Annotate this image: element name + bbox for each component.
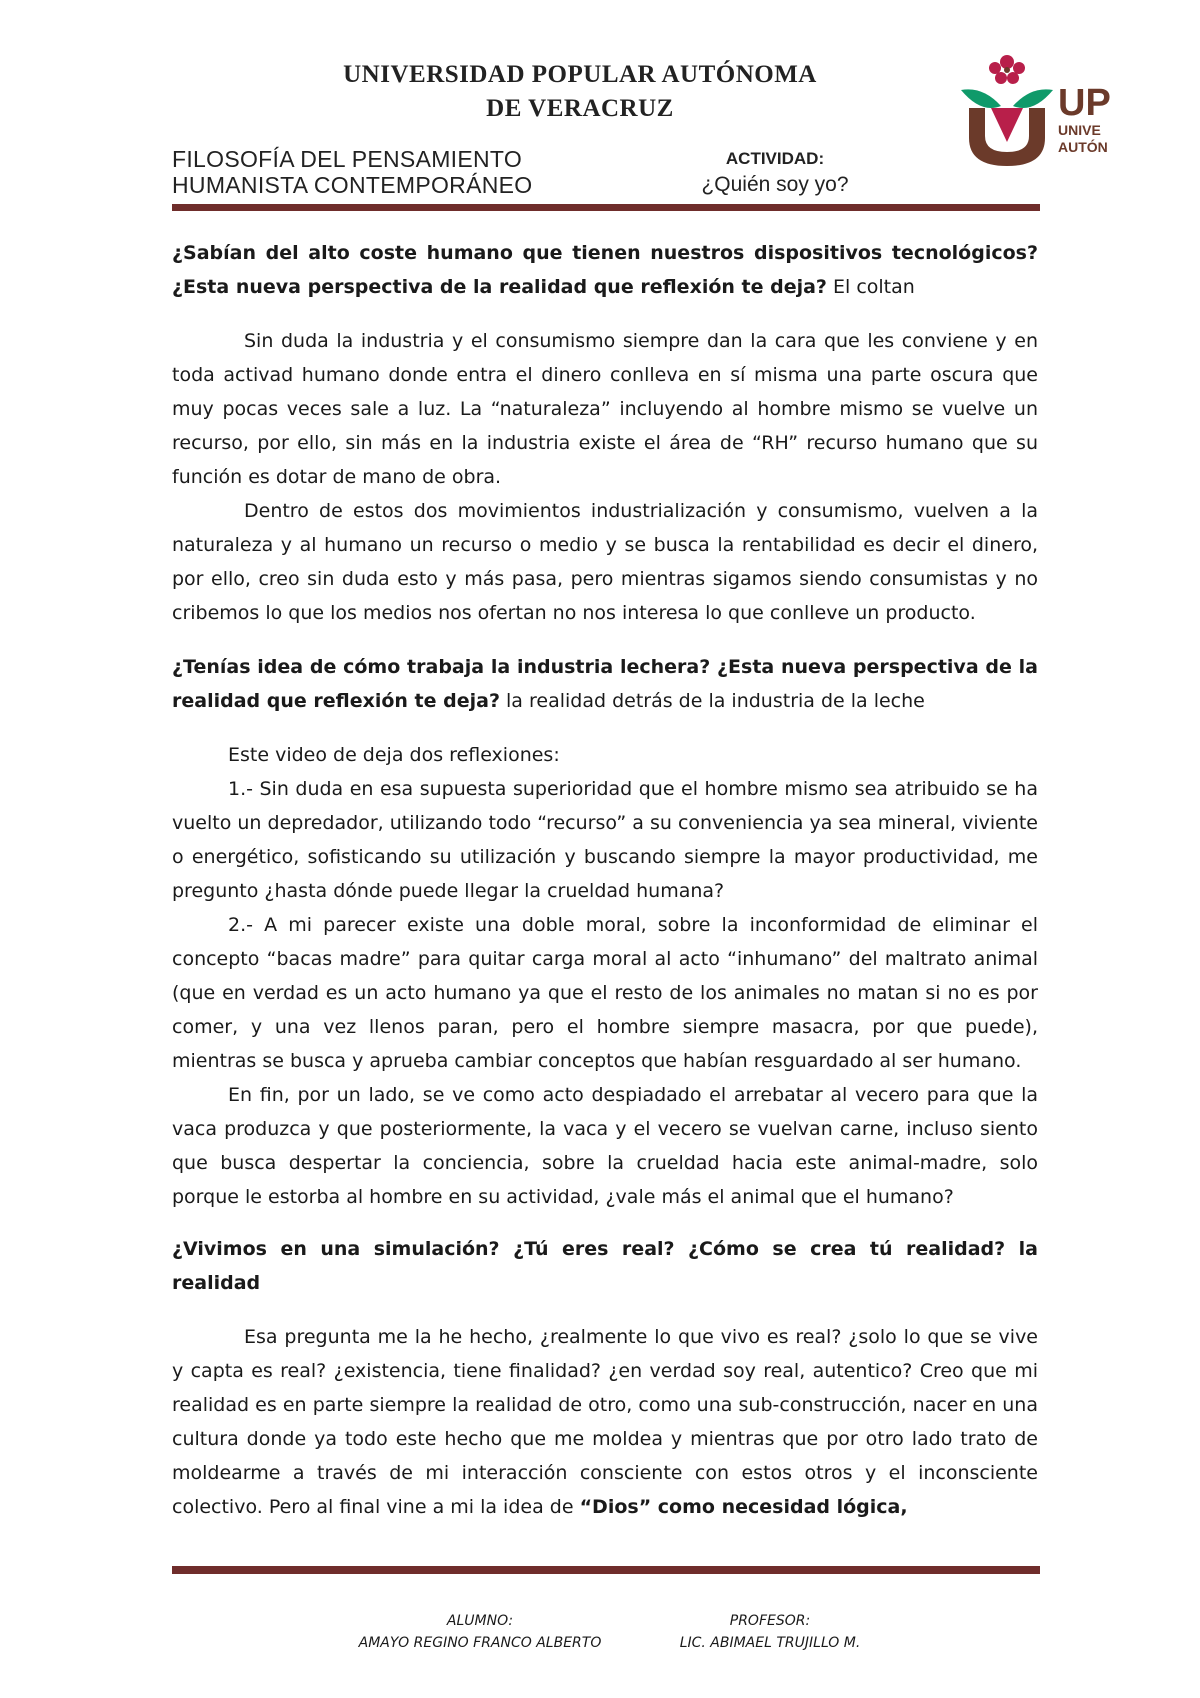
- question-3-text: ¿Vivimos en una simulación? ¿Tú eres real? ¿Cómo se crea tú realidad?: [172, 1238, 1006, 1260]
- course-name-line2: HUMANISTA CONTEMPORÁNEO: [172, 172, 533, 198]
- logo-wordmark-line1: UNIVE: [1058, 122, 1101, 138]
- paragraph-7-emphasis: “Dios” como necesidad lógica,: [579, 1496, 908, 1518]
- student-label: ALUMNO:: [446, 1613, 514, 1629]
- teacher-label: PROFESOR:: [729, 1613, 811, 1629]
- activity-block: [690, 146, 860, 198]
- paragraph-3: Este video de deja dos reflexiones:: [228, 744, 560, 766]
- activity-label: ACTIVIDAD:: [725, 149, 825, 168]
- paragraph-5: 2.- A mi parecer existe una doble moral, sobre la inconformidad de eliminar el concepto “bacas madre” para quitar carga moral al acto “inhumano” del maltrato animal (que en verdad es un acto humano ya que el resto de los animales no matan si no es por comer, y una vez llenos paran, pero el hombre siempre masacra, por que puede), mientras se busca y aprueba cambiar conceptos que habían resguardado al ser humano.: [172, 914, 1038, 1072]
- paragraph-6: En fin, por un lado, se ve como acto despiadado el arrebatar al vecero para que la vaca produzca y que posteriormente, la vaca y el vecero se vuelvan carne, incluso siento que busca despertar la conciencia, sobre la crueldad hacia este animal-madre, solo porque le estorba al hombre en su actividad, ¿vale más el animal que el humano?: [172, 1084, 1038, 1208]
- student-name: AMAYO REGINO FRANCO ALBERTO: [358, 1635, 602, 1651]
- logo-wordmark-line2: AUTÓN: [1058, 139, 1108, 155]
- question-2-text: ¿Tenías idea de cómo trabaja la industria lechera? ¿Esta nueva perspectiva de la realidad que reflexión te deja?: [172, 656, 1038, 712]
- university-title-line2: DE VERACRUZ: [486, 95, 674, 122]
- document-body: [172, 236, 1038, 1524]
- question-1: [172, 236, 1038, 304]
- question-3-topic: la realidad: [172, 1238, 1038, 1294]
- paragraph-7-text: Esa pregunta me la he hecho, ¿realmente lo que vivo es real? ¿solo lo que se vive y capta es real? ¿existencia, tiene finalidad? ¿en verdad soy real, autentico? Creo que mi realidad es en parte siempre la realidad de otro, como una sub-construcción, nacer en una cultura donde ya todo este hecho que me moldea y mientras que por otro lado trato de moldearme a través de mi interacción consciente con estos otros y el inconsciente colectivo. Pero al final vine a mi la idea de: [172, 1326, 1038, 1518]
- question-2: [172, 650, 1038, 718]
- question-2-topic: la realidad detrás de la industria de la leche: [499, 690, 925, 712]
- question-1-text: ¿Sabían del alto coste humano que tienen nuestros dispositivos tecnológicos? ¿Esta nueva perspectiva de la realidad que reflexión te deja?: [172, 242, 1038, 298]
- teacher-name: LIC. ABIMAEL TRUJILLO M.: [679, 1635, 861, 1651]
- question-1-topic: El coltan: [826, 276, 915, 298]
- paragraph-1: Sin duda la industria y el consumismo siempre dan la cara que les conviene y en toda activad humano donde entra el dinero conlleva en sí misma una parte oscura que muy pocas veces sale a luz. La “naturaleza” incluyendo al hombre mismo se vuelve un recurso, por ello, sin más en la industria existe el área de “RH” recurso humano que su función es dotar de mano de obra.: [172, 330, 1038, 488]
- paragraph-4: 1.- Sin duda en esa supuesta superioridad que el hombre mismo sea atribuido se ha vuelto un depredador, utilizando todo “recurso” a su conveniencia ya sea mineral, viviente o energético, sofisticando su utilización y buscando siempre la mayor productividad, me pregunto ¿hasta dónde puede llegar la crueldad humana?: [172, 778, 1038, 902]
- paragraph-2: Dentro de estos dos movimientos industrialización y consumismo, vuelven a la naturaleza y al humano un recurso o medio y se busca la rentabilidad es decir el dinero, por ello, creo sin duda esto y más pasa, pero mientras sigamos siendo consumistas y no cribemos lo que los medios nos ofertan no nos interesa lo que conlleve un producto.: [172, 500, 1038, 624]
- question-3: [172, 1232, 1038, 1300]
- logo-wordmark: [1058, 84, 1111, 156]
- header-divider: [172, 204, 1040, 211]
- university-title: [300, 58, 860, 126]
- university-title-line1: UNIVERSIDAD POPULAR AUTÓNOMA: [343, 61, 817, 88]
- university-logo-icon: [955, 50, 1065, 170]
- paragraph-7: [172, 1320, 1038, 1524]
- activity-title: ¿Quién soy yo?: [701, 173, 849, 196]
- course-name-line1: FILOSOFÍA DEL PENSAMIENTO: [172, 146, 523, 172]
- logo-wordmark-big: UP: [1058, 82, 1111, 124]
- teacher-info: [640, 1610, 900, 1654]
- student-info: [330, 1610, 630, 1654]
- footer-divider: [172, 1566, 1040, 1574]
- course-name: [172, 146, 532, 198]
